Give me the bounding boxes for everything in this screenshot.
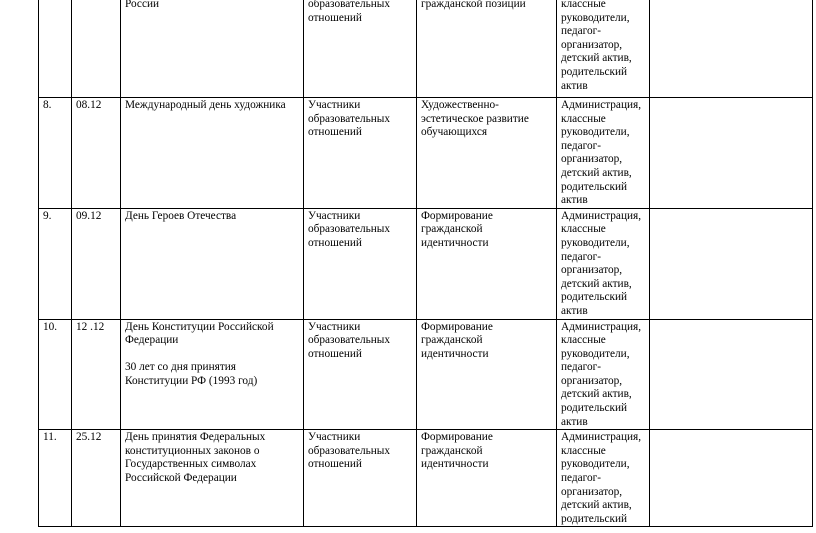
event-cell: Международный день художника — [121, 98, 304, 209]
notes-cell — [650, 208, 813, 319]
date-cell: 08.12 — [72, 98, 121, 209]
plan-table — [38, 0, 813, 527]
event-cell: День Героев Отечества — [121, 208, 304, 319]
responsible-cell: Администрация, классные руководители, педагог- организатор, детский актив, родительский — [557, 430, 650, 527]
date-cell: 09.12 — [72, 208, 121, 319]
table-row — [39, 430, 813, 527]
row-number-cell — [39, 0, 72, 98]
date-cell: 12 .12 — [72, 319, 121, 430]
participants-cell: Участники образовательных отношений — [304, 430, 417, 527]
notes-cell — [650, 98, 813, 209]
row-number-cell: 11. — [39, 430, 72, 527]
event-cell: День принятия Федеральных конституционных законов о Государственных символах Российской Федерации — [121, 430, 304, 527]
table-row — [39, 0, 813, 98]
notes-cell — [650, 430, 813, 527]
row-number-cell: 8. — [39, 98, 72, 209]
row-number-cell: 10. — [39, 319, 72, 430]
goal-cell: Формирование гражданской идентичности — [417, 430, 557, 527]
goal-cell: гражданской позиции — [417, 0, 557, 98]
goal-cell: Формирование гражданской идентичности — [417, 319, 557, 430]
responsible-cell: Администрация, классные руководители, педагог- организатор, детский актив, родительский актив — [557, 208, 650, 319]
table-row — [39, 319, 813, 430]
participants-cell: Участники образовательных отношений — [304, 208, 417, 319]
participants-cell: Участники образовательных отношений — [304, 98, 417, 209]
participants-cell: Участники образовательных отношений — [304, 319, 417, 430]
goal-cell: Художественно- эстетическое развитие обучающихся — [417, 98, 557, 209]
date-cell — [72, 0, 121, 98]
notes-cell — [650, 0, 813, 98]
goal-cell: Формирование гражданской идентичности — [417, 208, 557, 319]
responsible-cell: Администрация, классные руководители, педагог- организатор, детский актив, родительский актив — [557, 98, 650, 209]
table-row — [39, 208, 813, 319]
responsible-cell: Администрация, классные руководители, педагог- организатор, детский актив, родительский актив — [557, 319, 650, 430]
event-cell: России — [121, 0, 304, 98]
date-cell: 25.12 — [72, 430, 121, 527]
row-number-cell: 9. — [39, 208, 72, 319]
participants-cell: образовательных отношений — [304, 0, 417, 98]
table-row — [39, 98, 813, 209]
notes-cell — [650, 319, 813, 430]
responsible-cell: классные руководители, педагог- организатор, детский актив, родительский актив — [557, 0, 650, 98]
event-cell: День Конституции Российской Федерации 30 лет со дня принятия Конституции РФ (1993 год) — [121, 319, 304, 430]
